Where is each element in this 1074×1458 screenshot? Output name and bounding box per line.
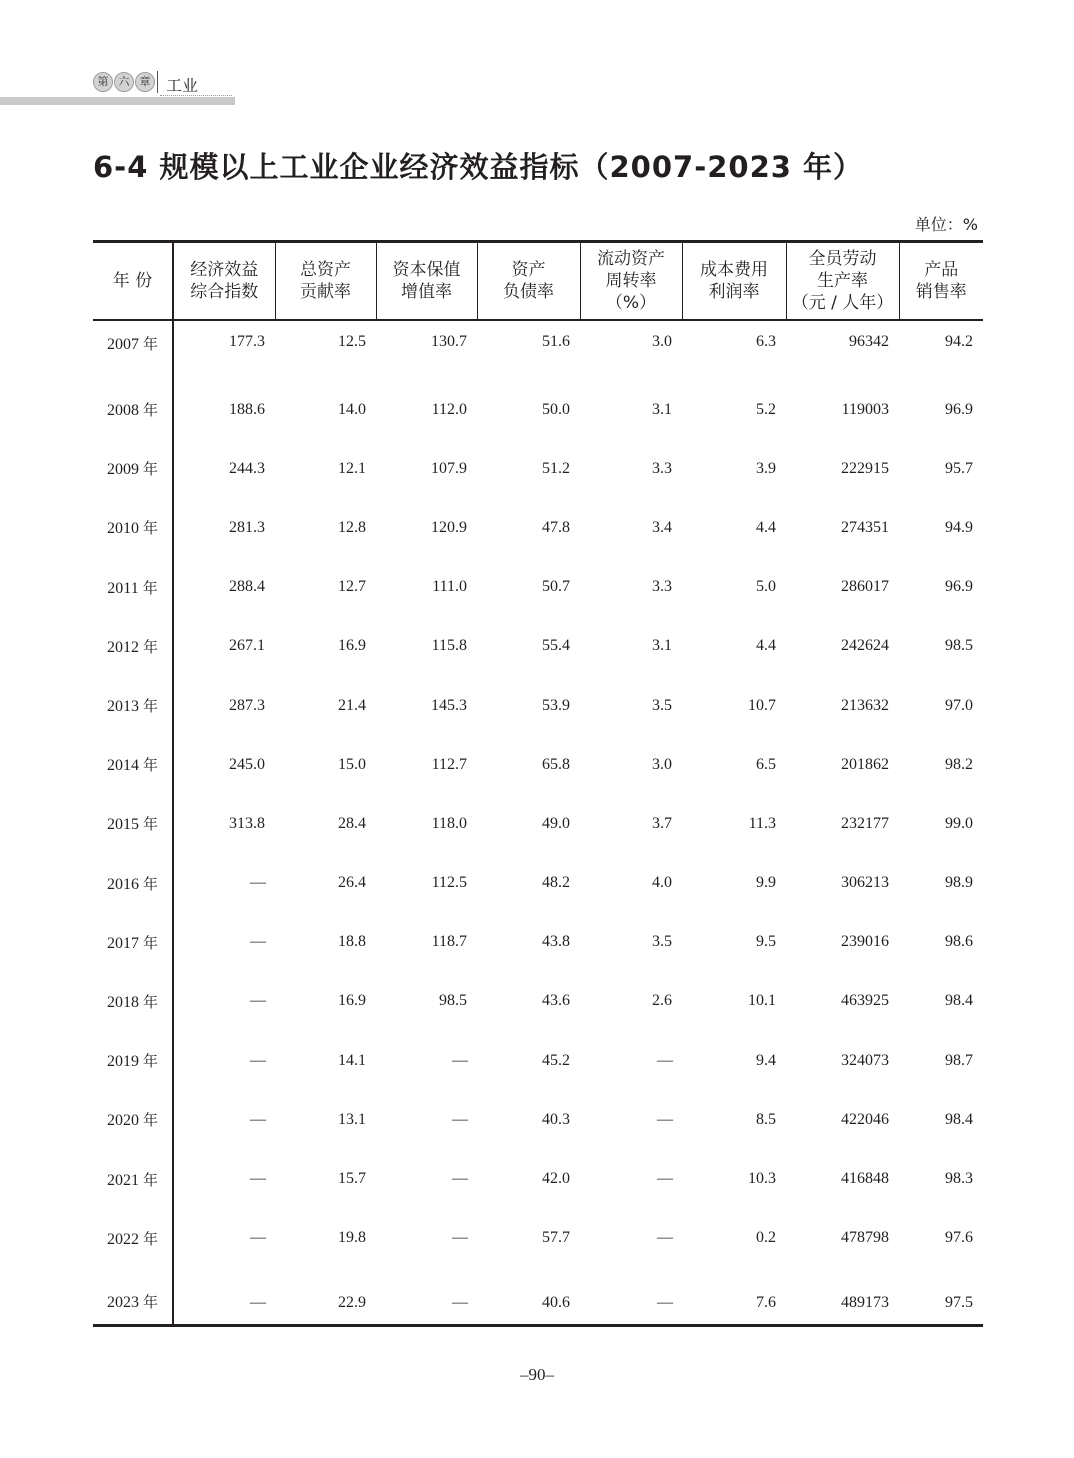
data-cell: — bbox=[250, 1110, 266, 1128]
chapter-badge-char: 六 bbox=[114, 72, 134, 92]
data-cell: 98.7 bbox=[945, 1051, 973, 1069]
column-header-line: 流动资产 bbox=[597, 249, 665, 269]
table-row bbox=[93, 439, 983, 498]
column-header-line: 负债率 bbox=[503, 282, 554, 302]
data-cell: — bbox=[452, 1229, 468, 1247]
data-cell: 47.8 bbox=[542, 518, 570, 536]
data-cell: 119003 bbox=[841, 400, 889, 418]
year-cell bbox=[93, 1031, 173, 1090]
data-cell: 288.4 bbox=[229, 578, 265, 596]
column-header bbox=[376, 242, 477, 321]
data-cell: 3.3 bbox=[652, 459, 672, 477]
data-cell: 239016 bbox=[841, 933, 889, 951]
data-cell: 14.0 bbox=[338, 400, 366, 418]
year-suffix: 年 bbox=[142, 1229, 158, 1248]
page-title: 6-4 规模以上工业企业经济效益指标（2007-2023 年） bbox=[93, 150, 864, 184]
year-value: 2007 bbox=[106, 336, 139, 353]
data-cell: — bbox=[452, 1293, 468, 1311]
column-header bbox=[477, 242, 580, 321]
data-cell: 11.3 bbox=[748, 814, 776, 832]
column-header-line: （元 / 人年） bbox=[791, 293, 894, 313]
data-cell: — bbox=[452, 1110, 468, 1128]
year-cell bbox=[93, 972, 173, 1031]
data-cell: 4.0 bbox=[652, 874, 672, 892]
year-suffix: 年 bbox=[142, 578, 158, 597]
year-value: 2022 bbox=[106, 1230, 139, 1248]
column-header bbox=[173, 242, 275, 321]
table-row bbox=[93, 676, 983, 735]
table-row bbox=[93, 972, 983, 1031]
year-cell bbox=[93, 1149, 173, 1208]
data-cell: 12.7 bbox=[338, 578, 366, 596]
year-value: 2010 bbox=[106, 520, 139, 538]
year-suffix: 年 bbox=[142, 1170, 158, 1189]
data-cell: 21.4 bbox=[338, 696, 366, 714]
chapter-separator bbox=[157, 71, 158, 93]
column-header-line: 全员劳动 bbox=[808, 249, 877, 269]
year-suffix: 年 bbox=[142, 1111, 158, 1130]
data-cell: 306213 bbox=[841, 874, 889, 892]
data-cell: 416848 bbox=[841, 1170, 889, 1188]
table-row bbox=[93, 1209, 983, 1268]
data-cell: 3.9 bbox=[756, 459, 776, 477]
year-suffix: 年 bbox=[142, 1292, 158, 1311]
data-cell: 98.9 bbox=[945, 874, 973, 892]
data-cell: 18.8 bbox=[338, 933, 366, 951]
data-cell: 9.4 bbox=[756, 1051, 776, 1069]
data-cell: 3.4 bbox=[652, 518, 672, 536]
data-cell: — bbox=[657, 1051, 673, 1069]
data-cell: 7.6 bbox=[756, 1293, 776, 1311]
data-cell: 267.1 bbox=[229, 637, 265, 655]
year-value: 2023 bbox=[106, 1293, 139, 1311]
data-cell: 10.3 bbox=[748, 1170, 776, 1188]
data-cell: 65.8 bbox=[542, 755, 570, 773]
data-cell: 463925 bbox=[841, 992, 889, 1010]
column-header-line: 生产率 bbox=[817, 271, 868, 291]
year-value: 2021 bbox=[106, 1171, 139, 1189]
table-row bbox=[93, 617, 983, 676]
year-value: 2018 bbox=[106, 993, 139, 1011]
data-cell: 232177 bbox=[841, 814, 889, 832]
data-cell: 287.3 bbox=[229, 696, 265, 714]
data-cell: 16.9 bbox=[338, 637, 366, 655]
data-cell: 43.6 bbox=[542, 992, 570, 1010]
table-row bbox=[93, 1149, 983, 1208]
data-cell: 4.4 bbox=[756, 518, 776, 536]
data-cell: 50.0 bbox=[542, 400, 570, 418]
data-cell: 12.5 bbox=[338, 333, 366, 350]
data-cell: 98.5 bbox=[439, 992, 467, 1010]
year-suffix: 年 bbox=[142, 697, 158, 716]
year-cell bbox=[93, 913, 173, 972]
data-cell: 245.0 bbox=[229, 755, 265, 773]
data-cell: 286017 bbox=[841, 578, 889, 596]
year-suffix: 年 bbox=[142, 460, 158, 479]
data-cell: 42.0 bbox=[542, 1170, 570, 1188]
column-header-line: 销售率 bbox=[915, 282, 967, 302]
chapter-badge-char: 第 bbox=[93, 72, 113, 92]
data-cell: 22.9 bbox=[338, 1293, 366, 1311]
data-cell: 242624 bbox=[841, 637, 889, 655]
data-cell: 112.5 bbox=[431, 874, 467, 892]
data-cell: 40.6 bbox=[542, 1293, 570, 1311]
column-header-line: 综合指数 bbox=[190, 282, 259, 302]
data-cell: 98.5 bbox=[945, 637, 973, 655]
data-cell: — bbox=[657, 1293, 673, 1311]
year-cell bbox=[93, 439, 173, 498]
year-suffix: 年 bbox=[142, 933, 158, 952]
indicator-table bbox=[93, 240, 983, 1327]
data-cell: 97.0 bbox=[945, 696, 973, 714]
chapter-badge bbox=[93, 72, 155, 92]
data-cell: 6.5 bbox=[756, 755, 776, 773]
data-cell: 222915 bbox=[841, 459, 889, 477]
data-cell: 489173 bbox=[841, 1293, 889, 1311]
data-cell: 115.8 bbox=[431, 637, 467, 655]
data-cell: — bbox=[250, 874, 266, 892]
column-header bbox=[786, 242, 899, 321]
data-cell: 19.8 bbox=[338, 1229, 366, 1247]
year-value: 2008 bbox=[106, 402, 139, 420]
year-cell bbox=[93, 676, 173, 735]
data-cell: 14.1 bbox=[338, 1051, 366, 1069]
data-cell: 3.1 bbox=[652, 400, 672, 418]
data-cell: 244.3 bbox=[229, 459, 265, 477]
table-row bbox=[93, 854, 983, 913]
data-cell: 6.3 bbox=[756, 333, 776, 350]
column-header-line: （%） bbox=[605, 293, 657, 313]
column-header-line: 资产 bbox=[511, 260, 546, 280]
chapter-header-bar bbox=[0, 97, 235, 105]
data-cell: 0.2 bbox=[756, 1229, 776, 1247]
data-cell: 3.7 bbox=[652, 814, 672, 832]
data-cell: — bbox=[657, 1229, 673, 1247]
year-cell bbox=[93, 735, 173, 794]
year-suffix: 年 bbox=[142, 335, 158, 353]
year-cell bbox=[93, 380, 173, 439]
data-cell: 98.3 bbox=[945, 1170, 973, 1188]
data-cell: 9.9 bbox=[756, 874, 776, 892]
column-header-line: 经济效益 bbox=[190, 260, 259, 280]
data-cell: 313.8 bbox=[229, 814, 265, 832]
data-cell: — bbox=[250, 1229, 266, 1247]
year-value: 2017 bbox=[106, 934, 139, 952]
data-cell: 99.0 bbox=[945, 814, 973, 832]
table-row bbox=[93, 1268, 983, 1326]
data-cell: 8.5 bbox=[756, 1110, 776, 1128]
data-cell: 97.5 bbox=[945, 1293, 973, 1311]
table-row bbox=[93, 498, 983, 557]
data-cell: — bbox=[452, 1051, 468, 1069]
data-cell: 49.0 bbox=[542, 814, 570, 832]
chapter-name: 工业 bbox=[166, 76, 199, 95]
column-header-line: 资本保值 bbox=[392, 260, 461, 280]
data-cell: 53.9 bbox=[542, 696, 570, 714]
data-cell: 3.5 bbox=[652, 933, 672, 951]
data-cell: 213632 bbox=[841, 696, 889, 714]
data-cell: 98.2 bbox=[945, 755, 973, 773]
year-value: 2011 bbox=[107, 579, 139, 597]
column-header bbox=[682, 242, 786, 321]
year-cell bbox=[93, 1268, 173, 1326]
data-cell: 40.3 bbox=[542, 1110, 570, 1128]
data-cell: 96342 bbox=[849, 333, 889, 350]
data-cell: 3.0 bbox=[652, 755, 672, 773]
data-cell: 16.9 bbox=[338, 992, 366, 1010]
data-cell: 3.3 bbox=[652, 578, 672, 596]
data-cell: — bbox=[452, 1170, 468, 1188]
data-cell: — bbox=[657, 1170, 673, 1188]
year-suffix: 年 bbox=[142, 1052, 158, 1071]
data-cell: 10.7 bbox=[748, 696, 776, 714]
data-cell: — bbox=[250, 1170, 266, 1188]
year-suffix: 年 bbox=[142, 992, 158, 1011]
data-cell: — bbox=[250, 933, 266, 951]
data-cell: 2.6 bbox=[652, 992, 672, 1010]
year-cell bbox=[93, 1090, 173, 1149]
data-cell: 4.4 bbox=[756, 637, 776, 655]
year-cell bbox=[93, 854, 173, 913]
data-cell: 3.5 bbox=[652, 696, 672, 714]
table-row bbox=[93, 1031, 983, 1090]
year-cell bbox=[93, 558, 173, 617]
unit-label: 单位：% bbox=[914, 215, 978, 234]
data-cell: 57.7 bbox=[542, 1229, 570, 1247]
year-value: 2012 bbox=[106, 638, 139, 656]
data-cell: 130.7 bbox=[431, 333, 467, 350]
column-header-line: 贡献率 bbox=[300, 282, 351, 302]
data-cell: 111.0 bbox=[432, 578, 467, 596]
data-cell: — bbox=[250, 1051, 266, 1069]
column-header-line: 年 份 bbox=[112, 271, 153, 291]
data-cell: 13.1 bbox=[338, 1110, 366, 1128]
data-cell: 5.2 bbox=[756, 400, 776, 418]
data-cell: — bbox=[250, 1293, 266, 1311]
data-cell: 177.3 bbox=[229, 333, 265, 350]
data-cell: 45.2 bbox=[542, 1051, 570, 1069]
chapter-badge-char: 章 bbox=[135, 72, 155, 92]
data-cell: 118.7 bbox=[431, 933, 467, 951]
data-cell: 274351 bbox=[841, 518, 889, 536]
data-cell: — bbox=[250, 992, 266, 1010]
year-suffix: 年 bbox=[142, 874, 158, 893]
year-cell bbox=[93, 617, 173, 676]
data-cell: 3.0 bbox=[652, 333, 672, 350]
data-cell: 94.2 bbox=[945, 333, 973, 350]
data-cell: 51.6 bbox=[542, 333, 570, 350]
data-cell: 112.7 bbox=[431, 755, 467, 773]
year-value: 2013 bbox=[106, 698, 139, 716]
year-value: 2020 bbox=[106, 1112, 139, 1130]
data-cell: 98.4 bbox=[945, 992, 973, 1010]
year-cell bbox=[93, 320, 173, 380]
year-value: 2016 bbox=[106, 875, 139, 893]
page-number: –90– bbox=[520, 1365, 554, 1384]
data-cell: 112.0 bbox=[431, 400, 467, 418]
data-cell: 12.8 bbox=[338, 518, 366, 536]
year-cell bbox=[93, 1209, 173, 1268]
column-header bbox=[899, 242, 983, 321]
data-cell: 98.4 bbox=[945, 1110, 973, 1128]
data-cell: 51.2 bbox=[542, 459, 570, 477]
data-cell: 95.7 bbox=[945, 459, 973, 477]
column-header bbox=[580, 242, 682, 321]
column-header-line: 周转率 bbox=[605, 271, 657, 291]
column-header-line: 产品 bbox=[924, 260, 959, 280]
data-cell: 48.2 bbox=[542, 874, 570, 892]
year-suffix: 年 bbox=[142, 637, 158, 656]
table-body bbox=[93, 320, 983, 1325]
table-row bbox=[93, 320, 983, 380]
data-cell: 324073 bbox=[841, 1051, 889, 1069]
table-row bbox=[93, 794, 983, 853]
year-suffix: 年 bbox=[142, 401, 158, 420]
table-row bbox=[93, 380, 983, 439]
year-cell bbox=[93, 498, 173, 557]
data-cell: 145.3 bbox=[431, 696, 467, 714]
data-cell: 422046 bbox=[841, 1110, 889, 1128]
data-cell: 478798 bbox=[841, 1229, 889, 1247]
data-cell: 55.4 bbox=[542, 637, 570, 655]
data-cell: 50.7 bbox=[542, 578, 570, 596]
data-cell: 9.5 bbox=[756, 933, 776, 951]
column-header-line: 总资产 bbox=[300, 260, 351, 280]
data-cell: 12.1 bbox=[338, 459, 366, 477]
table-row bbox=[93, 913, 983, 972]
year-value: 2019 bbox=[106, 1053, 139, 1071]
data-cell: 97.6 bbox=[945, 1229, 973, 1247]
table-row bbox=[93, 735, 983, 794]
year-value: 2009 bbox=[106, 461, 139, 479]
data-cell: 201862 bbox=[841, 755, 889, 773]
data-cell: 118.0 bbox=[431, 814, 467, 832]
data-cell: 281.3 bbox=[229, 518, 265, 536]
year-suffix: 年 bbox=[142, 815, 158, 834]
data-cell: 28.4 bbox=[338, 814, 366, 832]
year-value: 2015 bbox=[106, 816, 139, 834]
column-header-year bbox=[93, 242, 173, 321]
year-value: 2014 bbox=[106, 757, 139, 775]
year-cell bbox=[93, 794, 173, 853]
data-cell: 94.9 bbox=[945, 518, 973, 536]
column-header-line: 增值率 bbox=[401, 282, 452, 302]
column-header-line: 成本费用 bbox=[700, 260, 768, 280]
data-cell: 120.9 bbox=[431, 518, 467, 536]
year-suffix: 年 bbox=[142, 756, 158, 775]
data-cell: 10.1 bbox=[748, 992, 776, 1010]
year-suffix: 年 bbox=[142, 519, 158, 538]
table-row bbox=[93, 1090, 983, 1149]
column-header bbox=[275, 242, 376, 321]
table-header-row bbox=[93, 242, 983, 321]
data-cell: 96.9 bbox=[945, 578, 973, 596]
data-cell: 43.8 bbox=[542, 933, 570, 951]
data-cell: 15.0 bbox=[338, 755, 366, 773]
data-cell: — bbox=[657, 1110, 673, 1128]
data-cell: 3.1 bbox=[652, 637, 672, 655]
column-header-line: 利润率 bbox=[708, 282, 760, 302]
data-cell: 96.9 bbox=[945, 400, 973, 418]
data-cell: 5.0 bbox=[756, 578, 776, 596]
data-cell: 107.9 bbox=[431, 459, 467, 477]
data-cell: 15.7 bbox=[338, 1170, 366, 1188]
data-cell: 26.4 bbox=[338, 874, 366, 892]
table-row bbox=[93, 558, 983, 617]
data-cell: 188.6 bbox=[229, 400, 265, 418]
data-cell: 98.6 bbox=[945, 933, 973, 951]
